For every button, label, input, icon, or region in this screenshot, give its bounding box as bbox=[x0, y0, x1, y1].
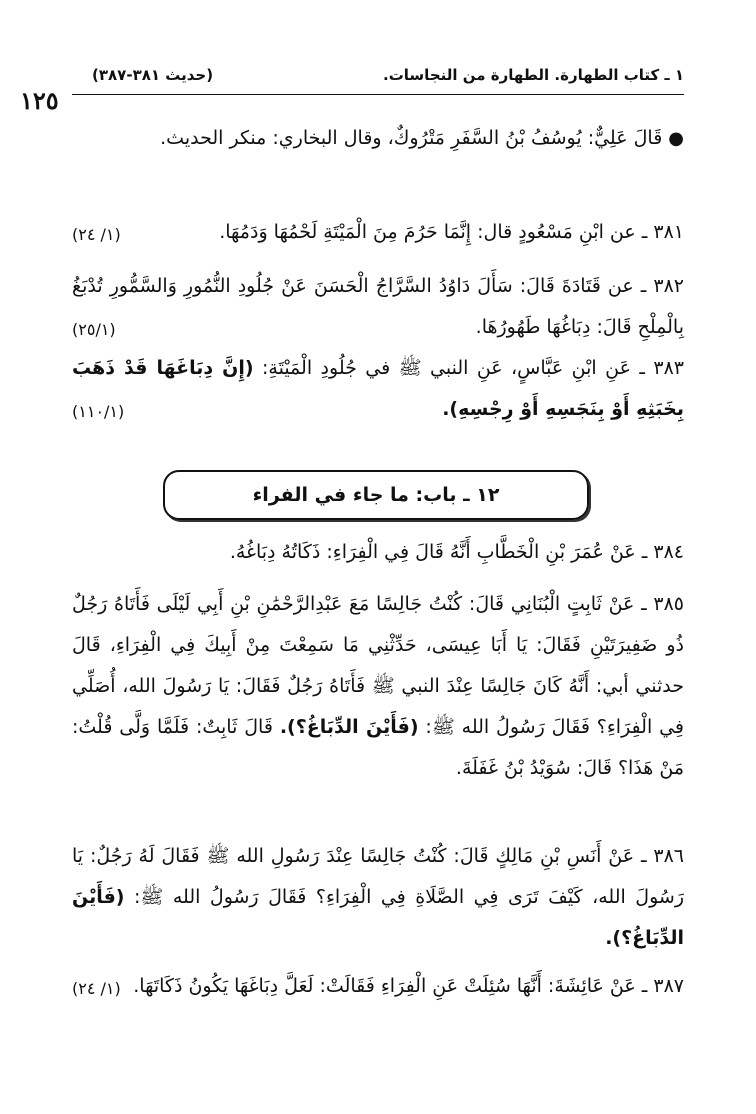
hadith-text: عن قَتَادَةَ قَالَ: سَأَلَ دَاوُدُ السَّرَّاجُ الْحَسَنَ عَنْ جُلُودِ النُّمُورِ وَالسَّمُّورِ تُدْبَغُ بِالْمِلْحِ قَالَ: دِبَاغُهَا طَهُورُهَا. bbox=[72, 275, 684, 338]
prophetic-quote: (فَأَيْنَ الدِّبَاغُ؟). bbox=[279, 716, 419, 738]
hadith-number: ٣٨١ ـ bbox=[641, 221, 684, 243]
chapter-title: ١٢ ـ باب: ما جاء في الفراء bbox=[252, 484, 500, 506]
hadith-text-after: قَالَ ثَابِتٌ: فَلَمَّا وَلَّى قُلْتُ: مَنْ هَذَا؟ قَالَ: سُوَيْدُ بْنُ غَفَلَةَ. bbox=[72, 716, 684, 779]
hadith-text: عَنْ ثَابِتٍ الْبُنَانِي قَالَ: كُنْتُ جَالِسًا مَعَ عَبْدِالرَّحْمَٰنِ بْنِ أَبِي لَيْلَى فَأَتَاهُ رَجُلٌ ذُو ضَفِيرَتَيْنِ فَقَالَ: يَا أَبَا عِيسَى، حَدِّثْنِي مَا سَمِعْتَ مِنْ أَبِيكَ فِي الْفِرَاءِ، قَالَ حدثني أبي: أَنَّهُ كَانَ جَالِسًا عِنْدَ النبي ﷺ فَأَتَاهُ رَجُلٌ فَقَالَ: يَا رَسُولَ الله، أُصَلِّي فِي الْفِرَاءِ؟ فَقَالَ رَسُولُ الله ﷺ: bbox=[72, 593, 685, 738]
hadith-387 bbox=[72, 966, 684, 1009]
hadith-number: ٣٨٥ ـ bbox=[641, 593, 685, 615]
hadith-reference: (١/ ٢٤) bbox=[72, 979, 121, 998]
hadith-number: ٣٨٤ ـ bbox=[641, 541, 684, 563]
hadith-number: ٣٨٦ ـ bbox=[640, 845, 685, 867]
intro-text: قَالَ عَلِيٌّ: يُوسُفُ بْنُ السَّفَرِ مَتْرُوكٌ، وقال البخاري: منكر الحديث. bbox=[160, 127, 663, 149]
prophetic-quote: (فَأَيْنَ الدِّبَاغُ؟). bbox=[72, 886, 684, 949]
hadith-number: ٣٨٣ ـ bbox=[639, 357, 684, 379]
chapter-heading: ١ ـ كتاب الطهارة. الطهارة من النجاسات. bbox=[383, 66, 684, 84]
hadith-text: عن ابْنِ مَسْعُودٍ قال: إِنَّمَا حَرُمَ مِنَ الْمَيْتَةِ لَحْمُهَا وَدَمُهَا. bbox=[219, 221, 636, 243]
hadith-385 bbox=[72, 584, 684, 789]
hadith-text: عَنِ ابْنِ عَبَّاسٍ، عَنِ النبي ﷺ في جُلُودِ الْمَيْتَةِ: bbox=[262, 357, 631, 379]
hadith-text: عَنْ عَائِشَةَ: أَنَّهَا سُئِلَتْ عَنِ الْفِرَاءِ فَقَالَتْ: لَعَلَّ دِبَاغَهَا يَكُونُ ذَكَاتَهَا. bbox=[133, 975, 636, 997]
bullet-icon: ● bbox=[668, 128, 684, 149]
hadith-number: ٣٨٢ ـ bbox=[640, 275, 684, 297]
hadith-number: ٣٨٧ ـ bbox=[641, 975, 684, 997]
running-head bbox=[72, 60, 684, 95]
hadith-383 bbox=[72, 348, 684, 432]
hadith-reference: (١١٠/١) bbox=[72, 402, 125, 421]
hadith-range: (حديث ٣٨١-٣٨٧) bbox=[92, 66, 214, 84]
chapter-title-box bbox=[163, 470, 589, 520]
hadith-reference: (١/ ٢٤) bbox=[72, 225, 121, 244]
hadith-text: عَنْ عُمَرَ بْنِ الْخَطَّابِ أَنَّهُ قَالَ فِي الْفِرَاءِ: ذَكَاتُهُ دِبَاغُهُ. bbox=[229, 541, 636, 563]
intro-note bbox=[72, 118, 684, 159]
hadith-386 bbox=[72, 836, 684, 959]
hadith-text: عَنْ أَنَسِ بْنِ مَالِكٍ قَالَ: كُنْتُ جَالِسًا عِنْدَ رَسُولِ الله ﷺ فَقَالَ لَهُ رَجُلٌ: يَا رَسُولَ الله، كَيْفَ تَرَى فِي الصَّلَاةِ فِي الْفِرَاءِ؟ فَقَالَ رَسُولُ الله ﷺ: bbox=[72, 845, 684, 908]
prophetic-quote: (إِنَّ دِبَاغَهَا قَدْ ذَهَبَ بِخَبَثِهِ أَوْ بِنَجَسِهِ أَوْ رِجْسِهِ). bbox=[72, 357, 684, 420]
hadith-reference: (٢٥/١) bbox=[72, 320, 116, 339]
hadith-384 bbox=[72, 532, 684, 573]
hadith-382 bbox=[72, 266, 684, 350]
hadith-381 bbox=[72, 212, 684, 255]
page-number: ١٢٥ bbox=[20, 86, 59, 115]
